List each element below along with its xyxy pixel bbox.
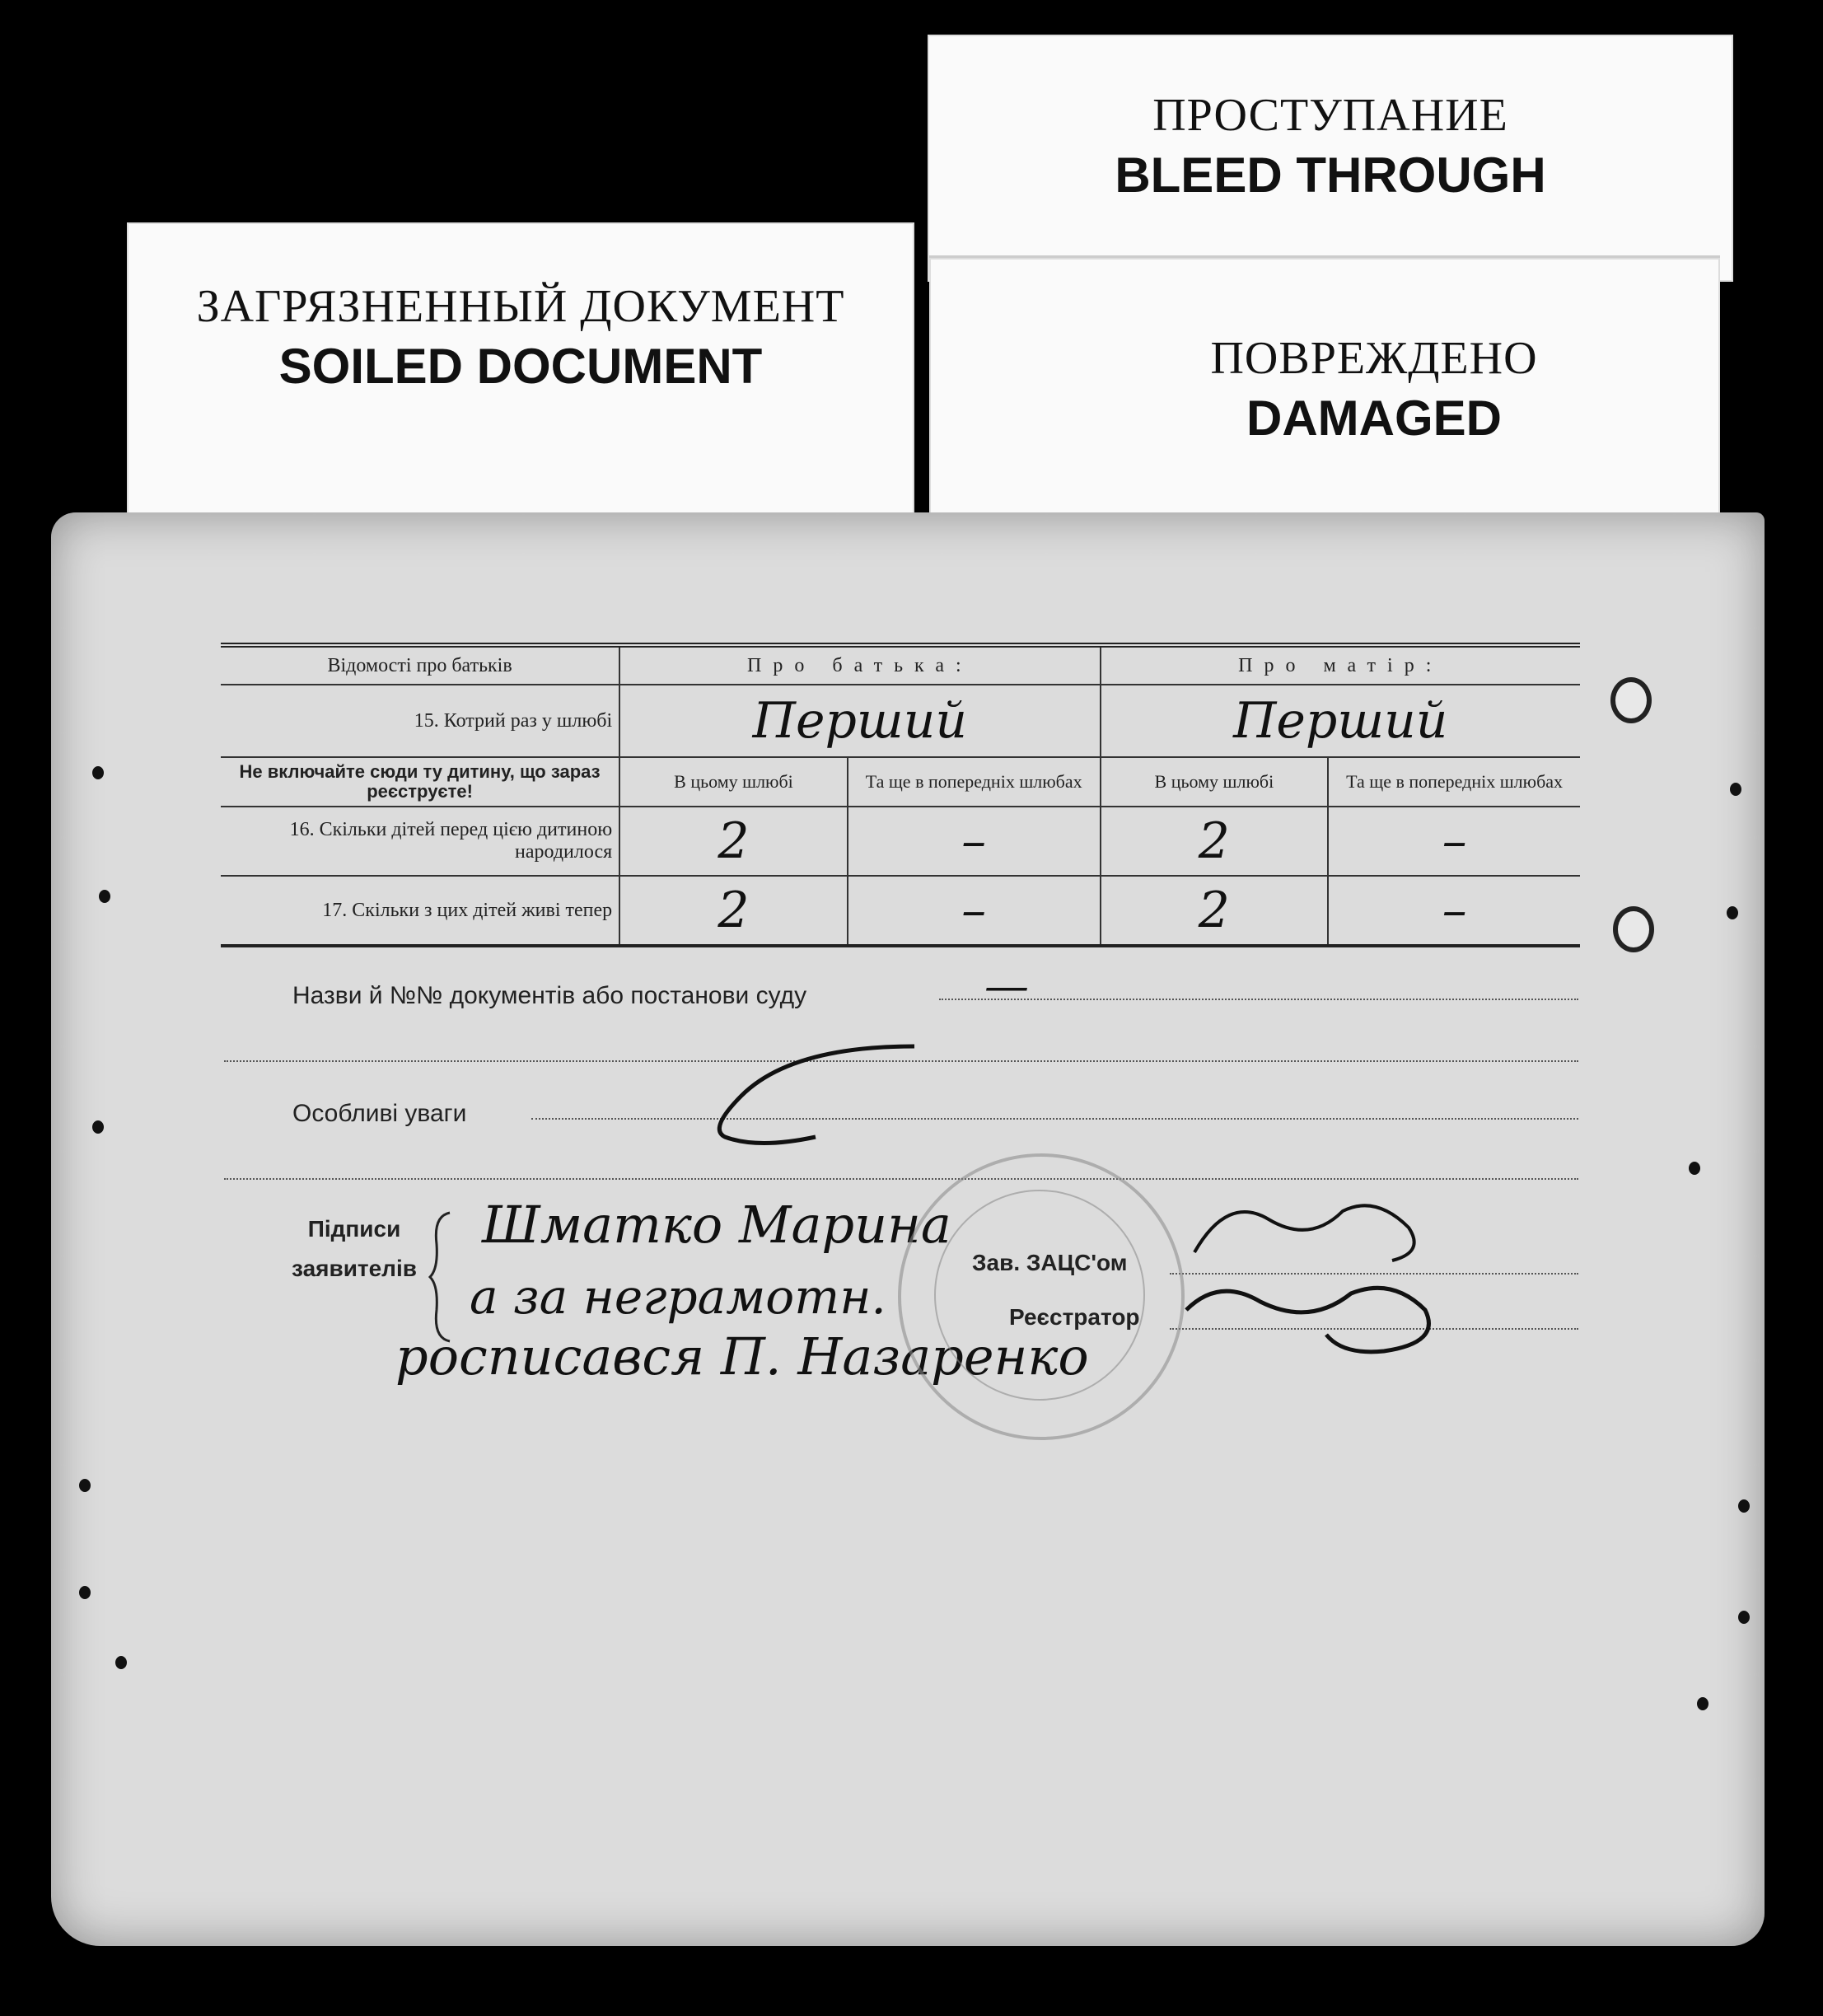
row16-father-prev: – [848,807,1101,876]
row16-label: 16. Скільки дітей перед цією дитиною народилося [289,819,613,863]
soiled-document-label [127,222,914,536]
row16-mother-prev: – [1328,807,1580,876]
applicant-signature-line3: росписався П. Назаренко [395,1326,1089,1387]
row16-father-this: 2 [619,807,848,876]
applicant-signature-line2: а за неграмотн. [470,1269,886,1325]
binding-hole [79,1479,91,1492]
documents-value: — [984,960,1029,1012]
table-row-16 [221,807,1580,876]
mother-prev-marriages-header: Та ще в попередніх шлюбах [1328,757,1580,807]
bleed-through-label [928,35,1733,282]
damaged-label [929,255,1720,538]
row15-father-value: Перший [619,685,1100,757]
damaged-label-en: DAMAGED [1246,391,1502,446]
soiled-label-ru: ЗАГРЯЗНЕННЫЙ ДОКУМЕНТ [196,281,845,332]
father-prev-marriages-header: Та ще в попередніх шлюбах [848,757,1101,807]
binding-hole [79,1586,91,1599]
binding-hole [1697,1697,1708,1710]
stamp-inner-ring [934,1190,1145,1401]
binding-hole [99,890,110,903]
signatures-brace [428,1211,453,1343]
header-mother: Про матір: [1101,645,1580,685]
table-subheader-row [221,757,1580,807]
table-row-17 [221,876,1580,946]
parents-info-table [221,643,1580,947]
binding-hole [115,1656,127,1669]
documents-line [939,999,1578,1000]
registrar-label: Реєстратор [1009,1304,1140,1330]
bleed-label-en: BLEED THROUGH [1115,147,1546,203]
binding-hole [1738,1611,1750,1624]
header-parents-info: Відомості про батьків [327,654,512,676]
bleed-label-ru: ПРОСТУПАНИЕ [1152,90,1508,141]
mother-this-marriage-header: В цьому шлюбі [1101,757,1329,807]
father-this-marriage-header: В цьому шлюбі [619,757,848,807]
row15-mother-value: Перший [1101,685,1580,757]
binding-hole [92,1120,104,1134]
row17-mother-prev: – [1328,876,1580,946]
ring-hole [1610,677,1652,723]
ring-hole [1613,906,1654,952]
row17-mother-this: 2 [1101,876,1329,946]
binding-hole [1689,1162,1700,1175]
binding-hole [1727,906,1738,919]
row17-father-prev: – [848,876,1101,946]
remarks-dash-mark [692,1038,923,1153]
official-stamp [898,1153,1185,1440]
remarks-line [531,1118,1578,1120]
soiled-label-en: SOILED DOCUMENT [278,339,763,394]
remarks-label: Особливі уваги [292,1100,467,1127]
row15-label: 15. Котрий раз у шлюбі [414,709,613,732]
binding-hole [1738,1499,1750,1513]
header-father: Про батька: [619,645,1100,685]
damaged-label-ru: ПОВРЕЖДЕНО [1210,333,1538,384]
signatures-label: Підписи заявителів [292,1216,417,1281]
binding-hole [1730,783,1741,796]
row17-label: 17. Скільки з цих дітей живі тепер [322,899,613,921]
binding-hole [92,766,104,779]
applicant-signature-line1: Шматко Марина [482,1195,951,1255]
documents-label: Назви й №№ документів або постанови суду [292,982,807,1009]
table-row-15 [221,685,1580,757]
exclude-child-note: Не включайте сюди ту дитину, що зараз реєструєте! [239,761,601,802]
table-header-row [221,645,1580,685]
official-signature [1178,1186,1458,1376]
row16-mother-this: 2 [1101,807,1329,876]
row17-father-this: 2 [619,876,848,946]
head-of-registry-label: Зав. ЗАЦС'ом [972,1250,1128,1275]
remarks-line-2 [224,1178,1578,1180]
